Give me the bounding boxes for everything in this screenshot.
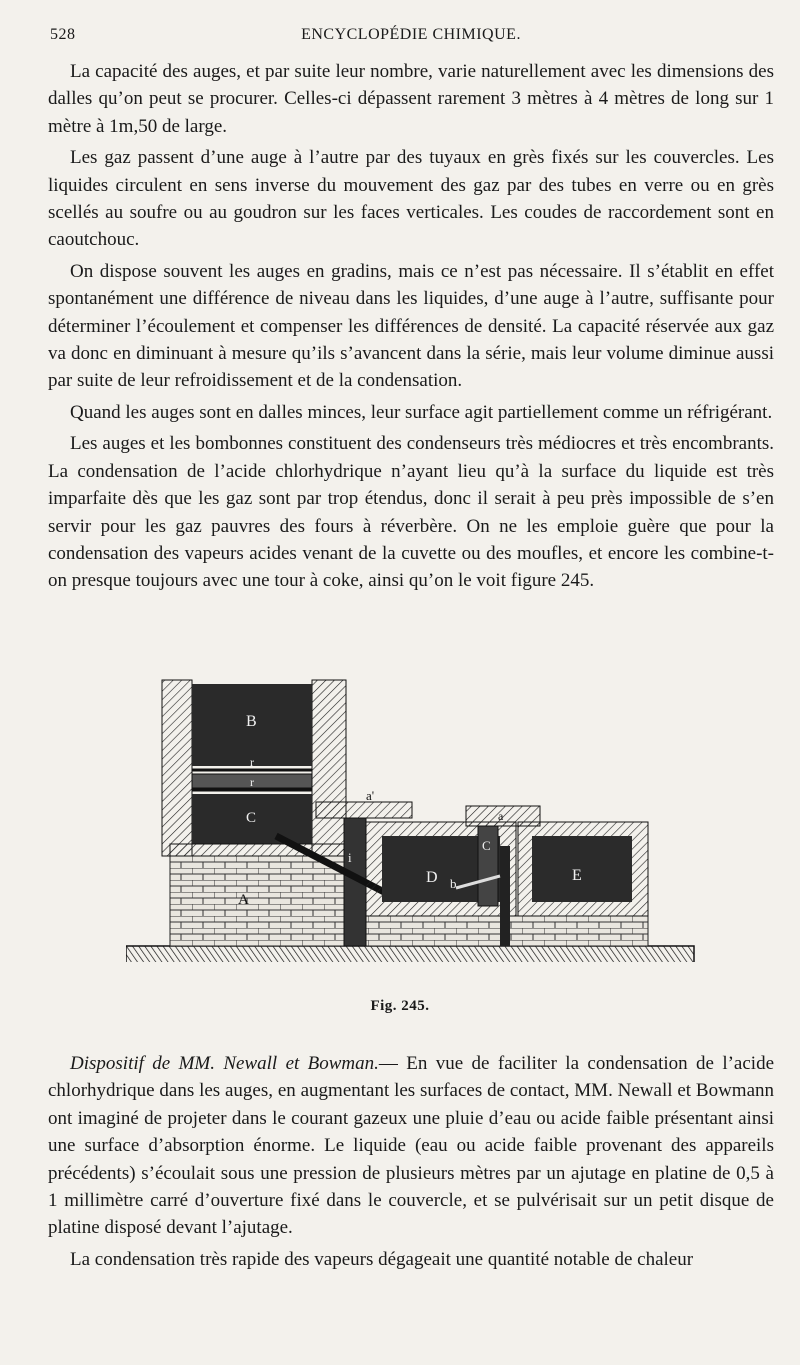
ground-strip: [126, 946, 694, 962]
label-b: b: [450, 876, 457, 891]
figure-245: [126, 676, 696, 962]
tower-right-wall: [312, 680, 346, 856]
label-C1: C: [246, 810, 257, 826]
label-i: i: [348, 850, 352, 865]
paragraph-last: La condensation très rapide des vapeurs dégageait une quantité notable de chaleur: [70, 1248, 694, 1270]
apparatus-illustration: [126, 676, 696, 962]
paragraph-thin-slabs: Quand les auges sont en dalles minces, leur surface agit partiellement comme un réfrigérant.: [70, 401, 773, 423]
riser-b: [500, 846, 510, 946]
trough-E-interior: [532, 836, 632, 902]
label-A: A: [238, 892, 249, 908]
paragraph-gradins: On dispose souvent les auges en gradins, mais ce n’est pas nécessaire. Il s’établit en effet spontanément une différence de niveau dans les liquides, d’une auge à l’autre, suffisante pour déterminer l’écoulement et compenser les différences de densité. La capacité réservée aux gaz va donc en diminuant à mesure qu’ils s’avancent dans la série, mais leur volume diminue aussi par suite de leur refroidissement et de la condensation.: [48, 260, 774, 392]
label-D: D: [426, 869, 438, 886]
running-title: ENCYCLOPÉDIE CHIMIQUE.: [301, 26, 521, 43]
text-block-bottom: [48, 1050, 774, 1277]
label-B: B: [246, 713, 257, 730]
page-number: 528: [50, 26, 76, 43]
label-E: E: [572, 867, 582, 884]
tower-left-wall: [162, 680, 192, 856]
label-a: a: [498, 809, 504, 823]
connecting-duct-a-prime: [316, 802, 412, 818]
label-r2: r: [250, 775, 254, 789]
paragraph-newall-bowman: [48, 1050, 774, 1242]
brick-base-A: [170, 856, 346, 946]
section-lead: Dispositif de MM. Newall et Bowman.: [70, 1053, 379, 1074]
section-text: — En vue de faciliter la condensation de l’acide chlorhydrique dans les auges, en augmentant les surfaces de contact, MM. Newall et Bowmann ont imaginé de projeter dans le courant gazeux une pluie d’eau ou acide faible présentant ainsi une surface d’absorption énorme. Le liquide (eau ou acide faible provenant des appareils précédents) s’écoulait sous une pression de plusieurs mètres par un ajutage en platine de 0,5 à 1 millimètre carré d’ouverture fixé dans le couvercle, et se pulvérisait sur un petit disque de platine disposé devant l’ajutage.: [48, 1053, 774, 1239]
figure-caption: Fig. 245.: [370, 998, 430, 1014]
running-head: [50, 26, 772, 48]
label-C2: C: [482, 838, 491, 853]
label-r1: r: [250, 755, 254, 769]
label-a-prime: a': [366, 788, 375, 803]
paragraph-condensers: Les auges et les bombonnes constituent des condenseurs très médiocres et très encombrants. La condensation de l’acide chlorhydrique n’ayant lieu qu’à la surface du liquide est très imparfaite dès que les gaz sont par trop étendus, donc il serait à peu près impossible de s’en servir pour les gaz pauvres des fours à réverbère. On ne les emploie guère que pour la condensation des vapeurs acides venant de la cuvette ou des moufles, et encore les combine-t-on presque toujours avec une tour à coke, ainsi qu’on le voit figure 245.: [48, 433, 774, 592]
paragraph-gas-flow: Les gaz passent d’une auge à l’autre par des tuyaux en grès fixés sur les couvercles. Les liquides circulent en sens inverse du mouvement des gaz par des tubes en verre ou en grès scellés au soufre ou au goudron sur les faces verticales. Les coudes de raccordement sont en caoutchouc.: [48, 147, 774, 251]
text-block-top: [48, 58, 774, 599]
tower-floor: [170, 844, 346, 856]
paragraph-capacity: La capacité des auges, et par suite leur nombre, varie naturellement avec les dimensions des dalles qu’on peut se procurer. Celles-ci dépassent rarement 3 mètres à 4 mètres de long sur 1 mètre à 1m,50 de large.: [48, 61, 774, 137]
